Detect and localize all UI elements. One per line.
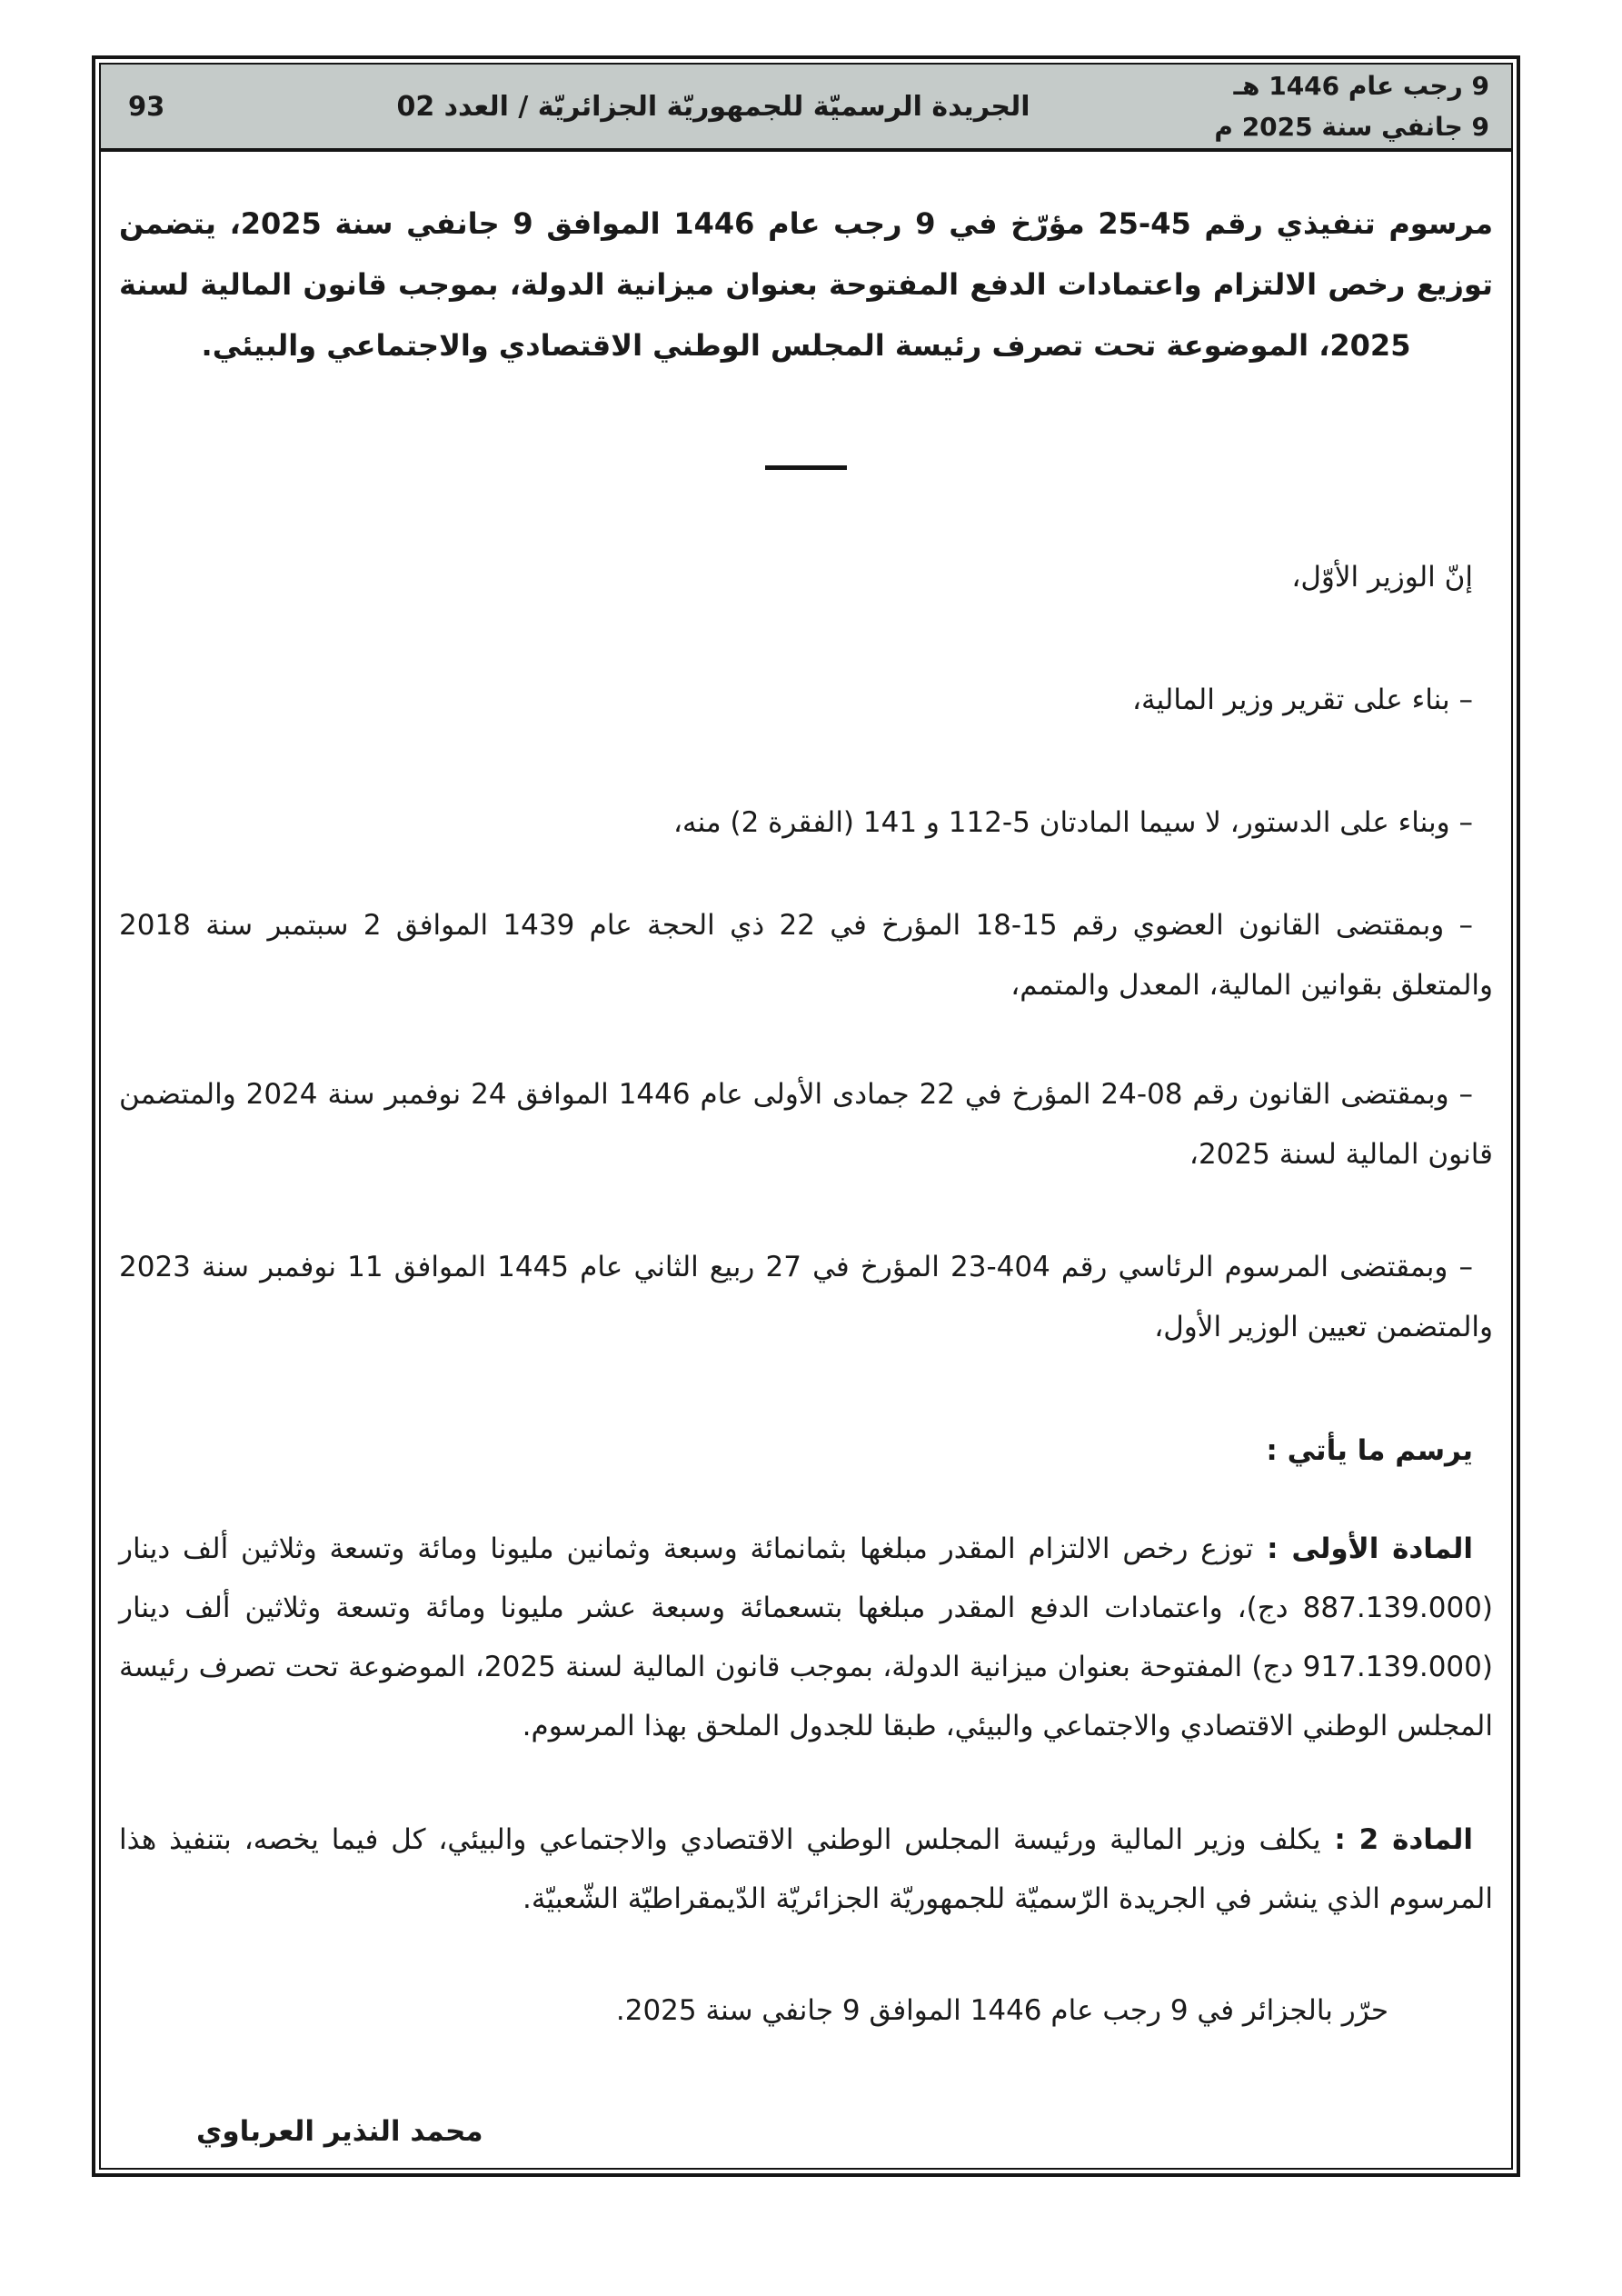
issue-dates <box>1189 65 1511 147</box>
article-2-text: يكلف وزير المالية ورئيسة المجلس الوطني الاقتصادي والاجتماعي والبيئي، كل فيما يخصه، بتنفيذ هذا المرسوم الذي ينشر في الجريدة الرّسميّة للجمهوريّة الجزائريّة الدّيمقراطيّة الشّعبيّة. <box>119 1823 1493 1915</box>
article-2 <box>101 1811 1511 1929</box>
decree-intro: إنّ الوزير الأوّل، <box>1291 561 1473 594</box>
page-border-frame <box>92 55 1520 2177</box>
visa-constitution: – وبناء على الدستور، لا سيما المادتان 5-112 و 141 (الفقرة 2) منه، <box>673 806 1473 839</box>
date-hijri: 9 رجب عام 1446 هـ <box>1233 71 1489 101</box>
page-number: 93 <box>128 91 165 122</box>
visa-presidential-decree-pm: – وبمقتضى المرسوم الرئاسي رقم 404-23 المؤرخ في 27 ربيع الثاني عام 1445 الموافق 11 نوفمبر سنة 2023 والمتضمن تعيين الوزير الأول، <box>119 1251 1493 1343</box>
visa-finance-law-2025: – وبمقتضى القانون رقم 08-24 المؤرخ في 22 جمادى الأولى عام 1446 الموافق 24 نوفمبر سنة 2024 والمتضمن قانون المالية لسنة 2025، <box>119 1078 1493 1171</box>
page-border-inner-line <box>99 63 1513 2170</box>
header-band <box>101 65 1511 152</box>
signature-name: محمد النذير العرباوي <box>196 2115 483 2148</box>
visa-organic-law-finance: – وبمقتضى القانون العضوي رقم 15-18 المؤرخ في 22 ذي الحجة عام 1439 الموافق 2 سبتمبر سنة 2018 والمتعلق بقوانين المالية، المعدل والمتمم، <box>119 909 1493 1002</box>
article-2-label: المادة 2 : <box>1320 1823 1473 1856</box>
article-1 <box>101 1520 1511 1756</box>
title-separator <box>765 465 847 470</box>
date-gregorian: 9 جانفي سنة 2025 م <box>1214 112 1489 142</box>
article-1-label: المادة الأولى : <box>1253 1532 1473 1565</box>
article-1-text: توزع رخص الالتزام المقدر مبلغها بثمانمائة وسبعة وثمانين مليونا ومائة وتسعة وثلاثين ألف دينار (887.139.000 دج)، واعتمادات الدفع المقدر مبلغها بتسعمائة وسبعة عشر مليونا ومائة وتسعة وثلاثين ألف دينار (917.139.000 دج) المفتوحة بعنوان ميزانية الدولة، بموجب قانون المالية لسنة 2025، الموضوعة تحت تصرف رئيسة المجلس الوطني الاقتصادي والاجتماعي والبيئي، طبقا للجدول الملحق بهذا المرسوم. <box>119 1532 1493 1742</box>
enactment-clause: يرسم ما يأتي : <box>1266 1434 1473 1467</box>
closing-date-line: حرّر بالجزائر في 9 رجب عام 1446 الموافق 9 جانفي سنة 2025. <box>615 1994 1388 2027</box>
visa-report-finance-minister: – بناء على تقرير وزير المالية، <box>1131 684 1473 716</box>
journal-title: الجريدة الرسميّة للجمهوريّة الجزائريّة / العدد 02 <box>396 90 1030 123</box>
decree-body <box>101 152 1511 2168</box>
decree-title: مرسوم تنفيذي رقم 45-25 مؤرّخ في 9 رجب عام 1446 الموافق 9 جانفي سنة 2025، يتضمن توزيع رخص الالتزام واعتمادات الدفع المفتوحة بعنوان ميزانية الدولة، بموجب قانون المالية لسنة 2025، الموضوعة تحت تصرف رئيسة المجلس الوطني الاقتصادي والاجتماعي والبيئي. <box>119 206 1494 363</box>
